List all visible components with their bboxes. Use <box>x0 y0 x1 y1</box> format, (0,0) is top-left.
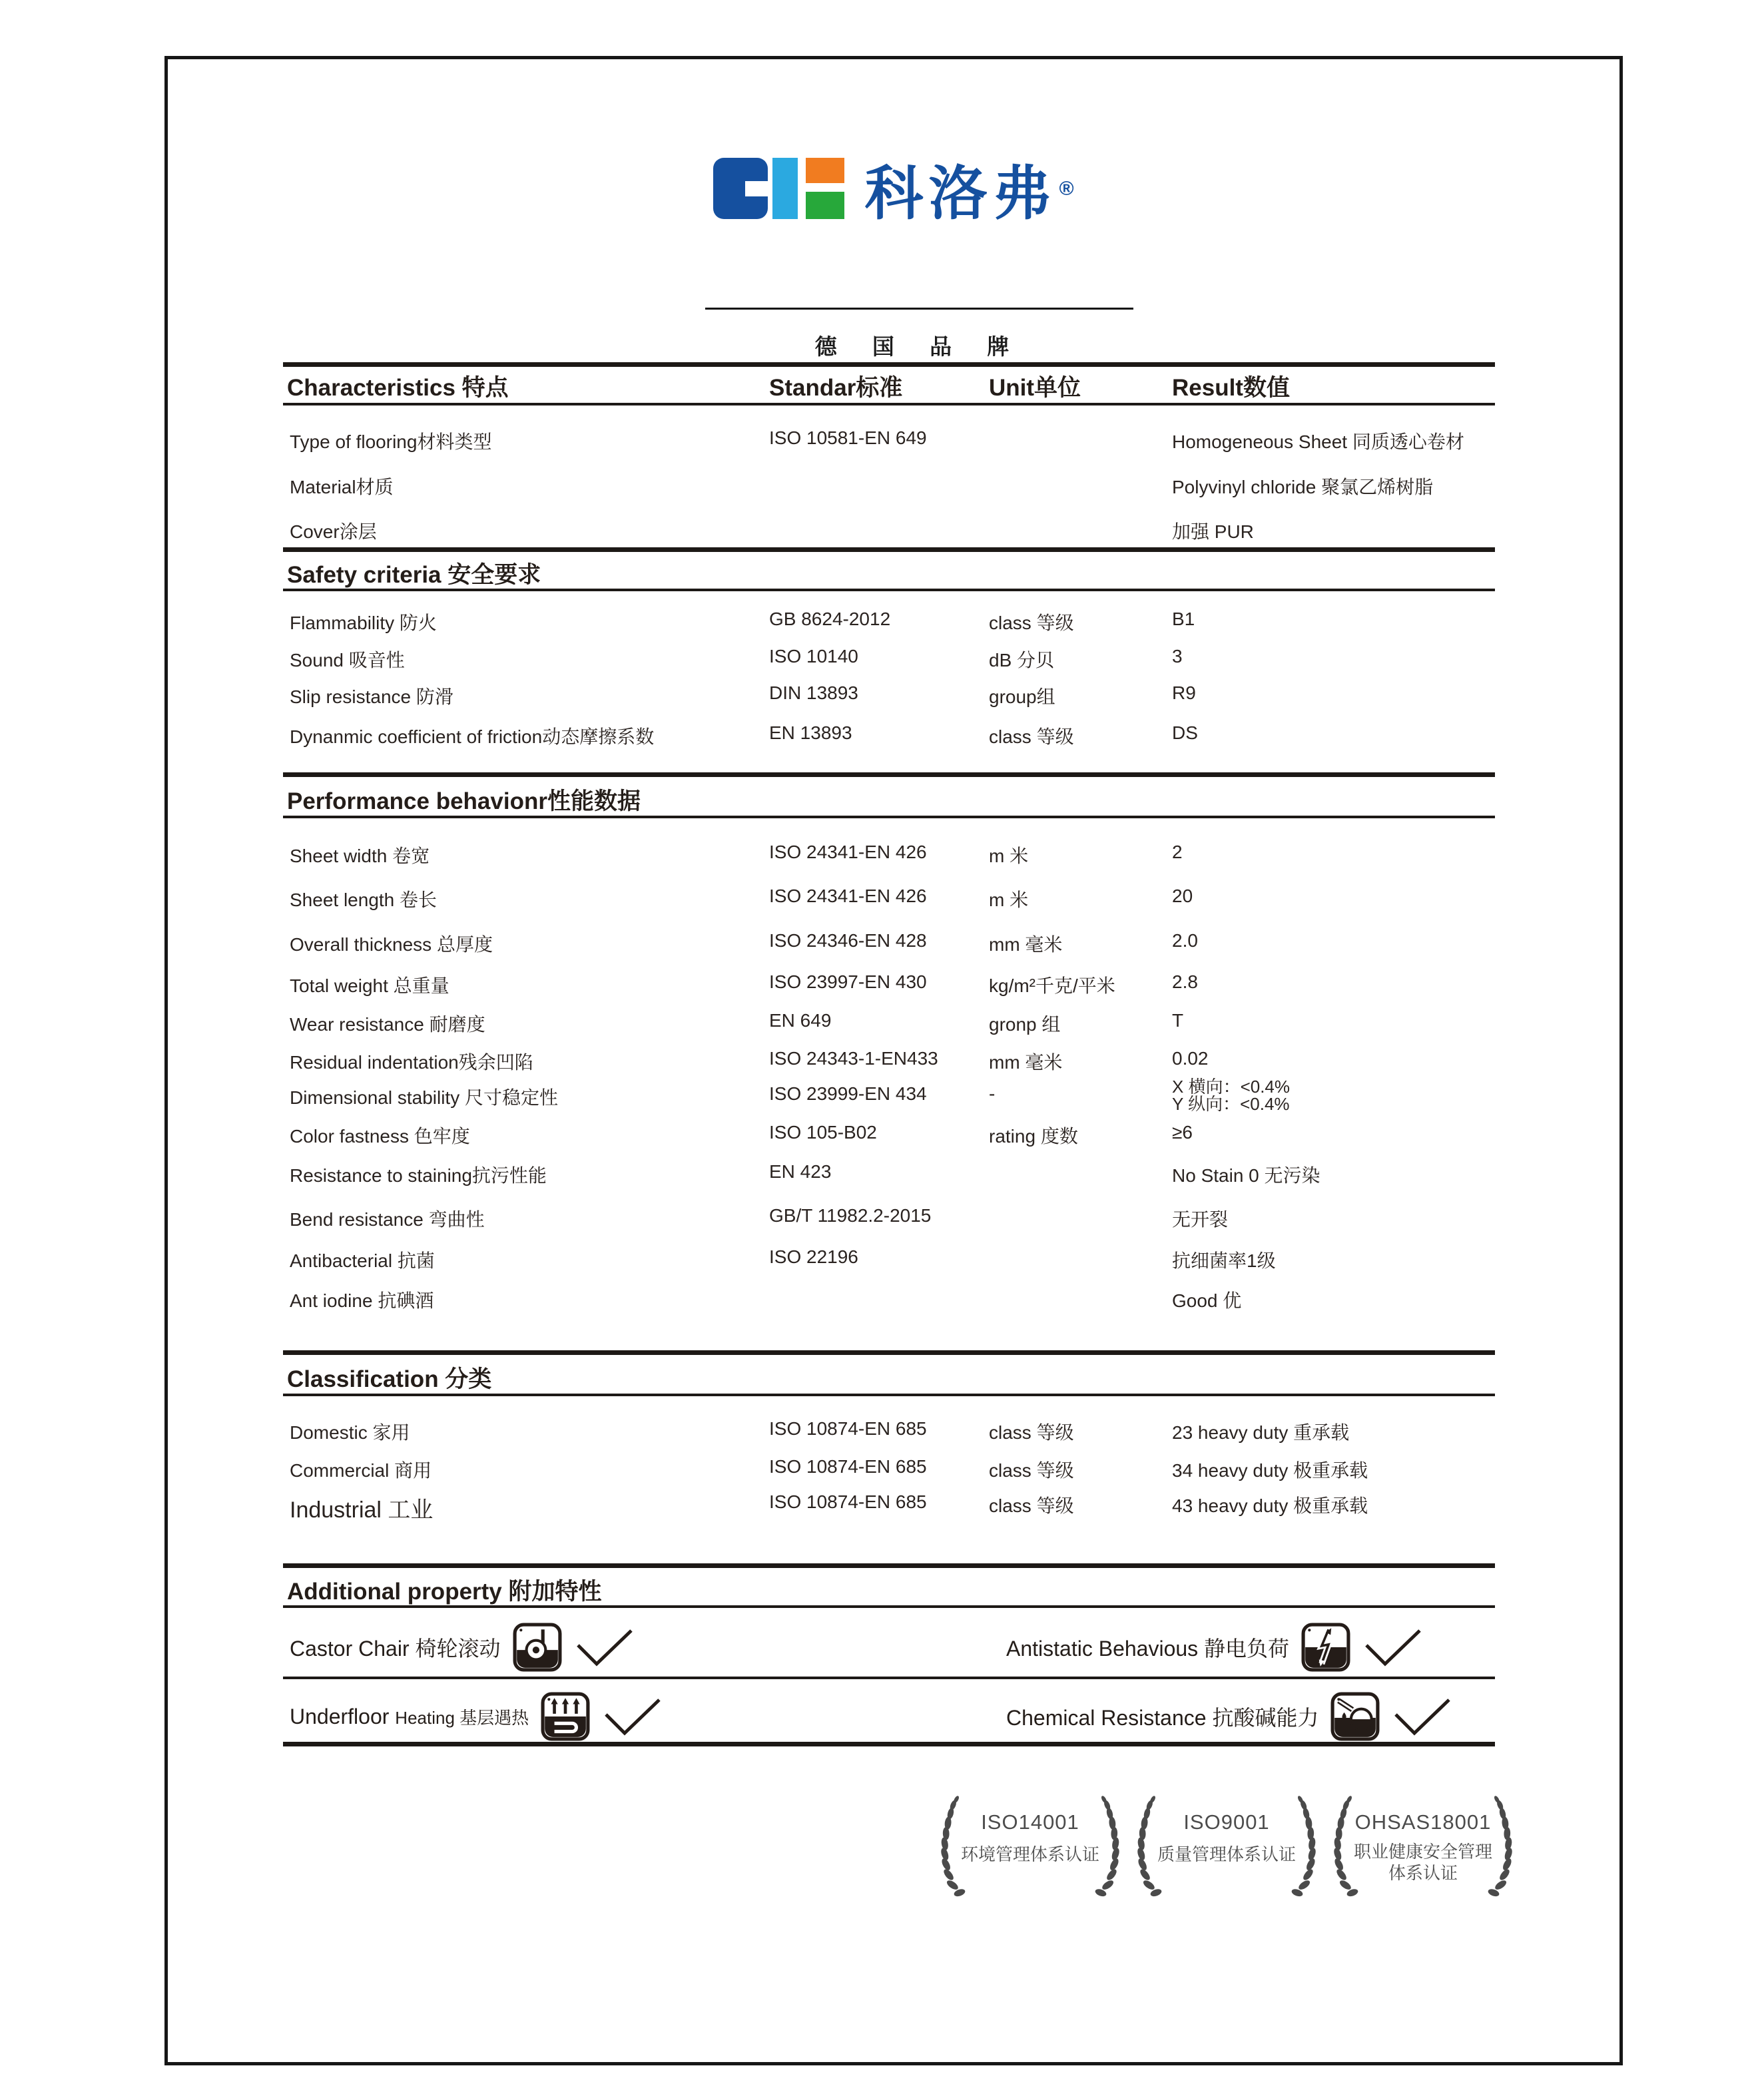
col-header-result: Result数值 <box>1172 375 1290 401</box>
badge-code: ISO9001 <box>1183 1810 1270 1834</box>
table-row <box>283 1246 1495 1272</box>
row-result: R9 <box>1172 682 1196 703</box>
brand-logo <box>168 158 1619 225</box>
table-row <box>283 1205 1495 1230</box>
table-row <box>283 842 1495 867</box>
table-row <box>283 886 1495 911</box>
row-label: Domestic 家用 <box>290 1422 410 1443</box>
table-row <box>283 930 1495 955</box>
row-standard: ISO 10874-EN 685 <box>769 1491 927 1512</box>
logo-c-shape <box>713 158 768 219</box>
row-label: Commercial 商用 <box>290 1460 432 1481</box>
section-title-additional: Additional property 附加特性 <box>287 1579 602 1605</box>
badge-iso9001 <box>1137 1788 1316 1908</box>
row-result: 20 <box>1172 886 1193 906</box>
table-row <box>283 1122 1495 1147</box>
row-standard: ISO 23999-EN 434 <box>769 1083 927 1104</box>
row-unit: class 等级 <box>989 613 1074 633</box>
additional-item-antistatic <box>1006 1621 1424 1674</box>
logo-bar-shape <box>772 158 798 219</box>
row-unit: mm 毫米 <box>989 1052 1063 1073</box>
row-standard: ISO 24341-EN 426 <box>769 886 927 906</box>
row-result-y: Y 纵向：<0.4% <box>1172 1094 1290 1114</box>
row-result: 2.0 <box>1172 930 1198 951</box>
col-header-characteristics: Characteristics 特点 <box>287 375 509 401</box>
rule-header-bottom <box>283 816 1495 818</box>
checkmark-icon <box>1392 1696 1453 1737</box>
row-unit: gronp 组 <box>989 1014 1061 1035</box>
rule-header-bottom <box>283 1605 1495 1608</box>
row-result: 0.02 <box>1172 1048 1209 1069</box>
additional-row-divider <box>283 1677 1495 1679</box>
row-standard: ISO 10581-EN 649 <box>769 427 927 448</box>
page-border-frame <box>164 56 1623 2065</box>
rule-header-bottom <box>283 403 1495 405</box>
checkmark-icon <box>1362 1627 1424 1668</box>
badge-name: 质量管理体系认证 <box>1157 1844 1296 1864</box>
row-standard: GB 8624-2012 <box>769 609 891 629</box>
laurel-right-icon <box>1278 1792 1316 1904</box>
row-standard: ISO 24341-EN 426 <box>769 842 927 862</box>
row-result <box>1172 1078 1290 1113</box>
row-standard: ISO 10140 <box>769 646 858 666</box>
table-row <box>283 1286 1495 1312</box>
table-row <box>283 473 1495 498</box>
row-label: Material材质 <box>290 477 394 497</box>
table-row <box>283 1048 1495 1073</box>
row-standard: ISO 23997-EN 430 <box>769 971 927 992</box>
checkmark-icon <box>602 1696 663 1737</box>
brand-name-text: 科洛弗 <box>864 160 1057 226</box>
row-standard: EN 649 <box>769 1010 832 1031</box>
row-result: Polyvinyl chloride 聚氯乙烯树脂 <box>1172 477 1434 497</box>
brand-name <box>864 158 1073 225</box>
logo-green-square <box>806 192 844 219</box>
additional-item-underfloor-heating <box>290 1690 663 1743</box>
row-label: Resistance to staining抗污性能 <box>290 1165 547 1186</box>
table-row <box>283 427 1495 453</box>
additional-label: Antistatic Behavious 静电负荷 <box>1006 1637 1290 1661</box>
row-standard: GB/T 11982.2-2015 <box>769 1205 932 1226</box>
table-header-row <box>283 370 1495 401</box>
row-label: Slip resistance 防滑 <box>290 686 453 707</box>
table-row <box>283 971 1495 997</box>
row-unit: - <box>989 1083 996 1104</box>
row-result: 抗细菌率1级 <box>1172 1250 1276 1271</box>
laurel-right-icon <box>1474 1792 1513 1904</box>
row-standard: ISO 22196 <box>769 1246 858 1267</box>
row-result: 34 heavy duty 极重承载 <box>1172 1460 1368 1481</box>
additional-label: Underfloor Heating 基层遇热 <box>290 1704 529 1728</box>
row-result: 2 <box>1172 842 1183 862</box>
row-unit: mm 毫米 <box>989 934 1063 955</box>
row-result: T <box>1172 1010 1184 1031</box>
section-title-performance: Performance behavionr性能数据 <box>287 788 641 814</box>
laurel-right-icon <box>1081 1792 1120 1904</box>
badge-name: 职业健康安全管理 <box>1353 1842 1492 1862</box>
badge-ohsas18001 <box>1333 1788 1513 1908</box>
additional-label: Castor Chair 椅轮滚动 <box>290 1637 501 1661</box>
checkmark-icon <box>574 1627 635 1668</box>
row-result: 43 heavy duty 极重承载 <box>1172 1495 1368 1516</box>
logo-divider <box>705 308 1133 310</box>
table-row <box>283 1456 1495 1481</box>
row-label: Industrial 工业 <box>290 1497 434 1523</box>
rule-top <box>283 362 1495 367</box>
row-unit: class 等级 <box>989 1422 1074 1443</box>
row-result-x: X 横向：<0.4% <box>1172 1077 1291 1097</box>
rule-header-bottom <box>283 589 1495 591</box>
section-divider <box>283 547 1495 552</box>
row-standard: EN 13893 <box>769 722 852 743</box>
table-row <box>283 1491 1495 1523</box>
row-label: Overall thickness 总厚度 <box>290 934 493 955</box>
row-unit: class 等级 <box>989 1460 1074 1481</box>
rule-header-bottom <box>283 1394 1495 1396</box>
row-result: ≥6 <box>1172 1122 1193 1143</box>
row-result: DS <box>1172 722 1198 743</box>
badge-name-2: 体系认证 <box>1388 1863 1458 1883</box>
section-title-safety: Safety criteria 安全要求 <box>287 562 541 588</box>
row-label: Ant iodine 抗碘酒 <box>290 1290 434 1311</box>
row-label: Bend resistance 弯曲性 <box>290 1209 485 1230</box>
row-unit: class 等级 <box>989 726 1074 747</box>
row-result: 23 heavy duty 重承载 <box>1172 1422 1350 1443</box>
brand-tagline: 德 国 品 牌 <box>814 334 1024 359</box>
section-divider <box>283 1350 1495 1355</box>
row-result: 加强 PUR <box>1172 521 1254 542</box>
laurel-left-icon <box>940 1792 979 1904</box>
section-divider <box>283 772 1495 777</box>
row-standard: DIN 13893 <box>769 682 858 703</box>
underfloor-heating-icon <box>541 1692 590 1741</box>
table-row <box>283 722 1495 748</box>
badge-code: OHSAS18001 <box>1354 1810 1492 1834</box>
row-result: 无开裂 <box>1172 1209 1229 1230</box>
badge-iso14001 <box>940 1788 1120 1908</box>
table-row <box>283 609 1495 634</box>
table-row <box>283 646 1495 671</box>
row-label: Total weight 总重量 <box>290 975 449 996</box>
table-row <box>283 1161 1495 1186</box>
row-label: Sheet length 卷长 <box>290 890 438 910</box>
row-result: 3 <box>1172 646 1183 666</box>
row-standard: ISO 10874-EN 685 <box>769 1418 927 1439</box>
row-label: Sheet width 卷宽 <box>290 846 430 866</box>
row-standard: ISO 10874-EN 685 <box>769 1456 927 1477</box>
table-row <box>283 1077 1495 1114</box>
row-unit: kg/m²千克/平米 <box>989 975 1115 996</box>
table-row <box>283 1010 1495 1035</box>
row-label: Sound 吸音性 <box>290 650 405 670</box>
registered-mark: ® <box>1059 178 1074 200</box>
additional-label: Chemical Resistance 抗酸碱能力 <box>1006 1706 1319 1730</box>
row-unit: dB 分贝 <box>989 650 1055 670</box>
laurel-left-icon <box>1333 1792 1372 1904</box>
row-label: Dynanmic coefficient of friction动态摩擦系数 <box>290 726 655 747</box>
additional-item-chemical-resistance <box>1006 1690 1453 1743</box>
table-row <box>283 1418 1495 1444</box>
row-unit: rating 度数 <box>989 1126 1078 1147</box>
row-label: Type of flooring材料类型 <box>290 431 492 452</box>
row-result: Good 优 <box>1172 1290 1242 1311</box>
row-unit: m 米 <box>989 890 1029 910</box>
row-standard: ISO 24343-1-EN433 <box>769 1048 938 1069</box>
additional-item-castor-chair <box>290 1621 635 1674</box>
row-result: No Stain 0 无污染 <box>1172 1165 1320 1186</box>
row-label: Residual indentation残余凹陷 <box>290 1052 533 1073</box>
section-bottom-rule <box>283 1742 1495 1746</box>
row-result: 2.8 <box>1172 971 1198 992</box>
col-header-unit: Unit单位 <box>989 375 1081 401</box>
badge-name: 环境管理体系认证 <box>960 1844 1099 1864</box>
row-unit: class 等级 <box>989 1495 1074 1516</box>
row-unit: group组 <box>989 686 1055 707</box>
row-label: Cover涂层 <box>290 521 377 542</box>
col-header-standard: Standar标准 <box>769 375 903 401</box>
row-label: Color fastness 色牢度 <box>290 1126 470 1147</box>
badge-code: ISO14001 <box>981 1810 1079 1834</box>
row-standard: ISO 24346-EN 428 <box>769 930 927 951</box>
row-unit: m 米 <box>989 846 1029 866</box>
row-label: Wear resistance 耐磨度 <box>290 1014 485 1035</box>
certification-badges <box>940 1788 1513 1908</box>
row-label: Flammability 防火 <box>290 613 437 633</box>
row-result: Homogeneous Sheet 同质透心卷材 <box>1172 431 1464 452</box>
row-standard: ISO 105-B02 <box>769 1122 877 1143</box>
logo-squares <box>806 158 844 219</box>
brand-logo-icon <box>713 158 844 219</box>
section-title-classification: Classification 分类 <box>287 1366 492 1392</box>
row-standard: EN 423 <box>769 1161 832 1182</box>
section-divider <box>283 1563 1495 1568</box>
logo-orange-square <box>806 158 844 183</box>
castor-chair-icon <box>513 1623 562 1672</box>
laurel-left-icon <box>1137 1792 1175 1904</box>
chemical-resistance-icon <box>1330 1692 1380 1741</box>
antistatic-icon <box>1301 1623 1350 1672</box>
table-row <box>283 682 1495 708</box>
row-label: Antibacterial 抗菌 <box>290 1250 435 1271</box>
table-row <box>283 517 1495 543</box>
row-result: B1 <box>1172 609 1195 629</box>
row-label: Dimensional stability 尺寸稳定性 <box>290 1087 558 1108</box>
